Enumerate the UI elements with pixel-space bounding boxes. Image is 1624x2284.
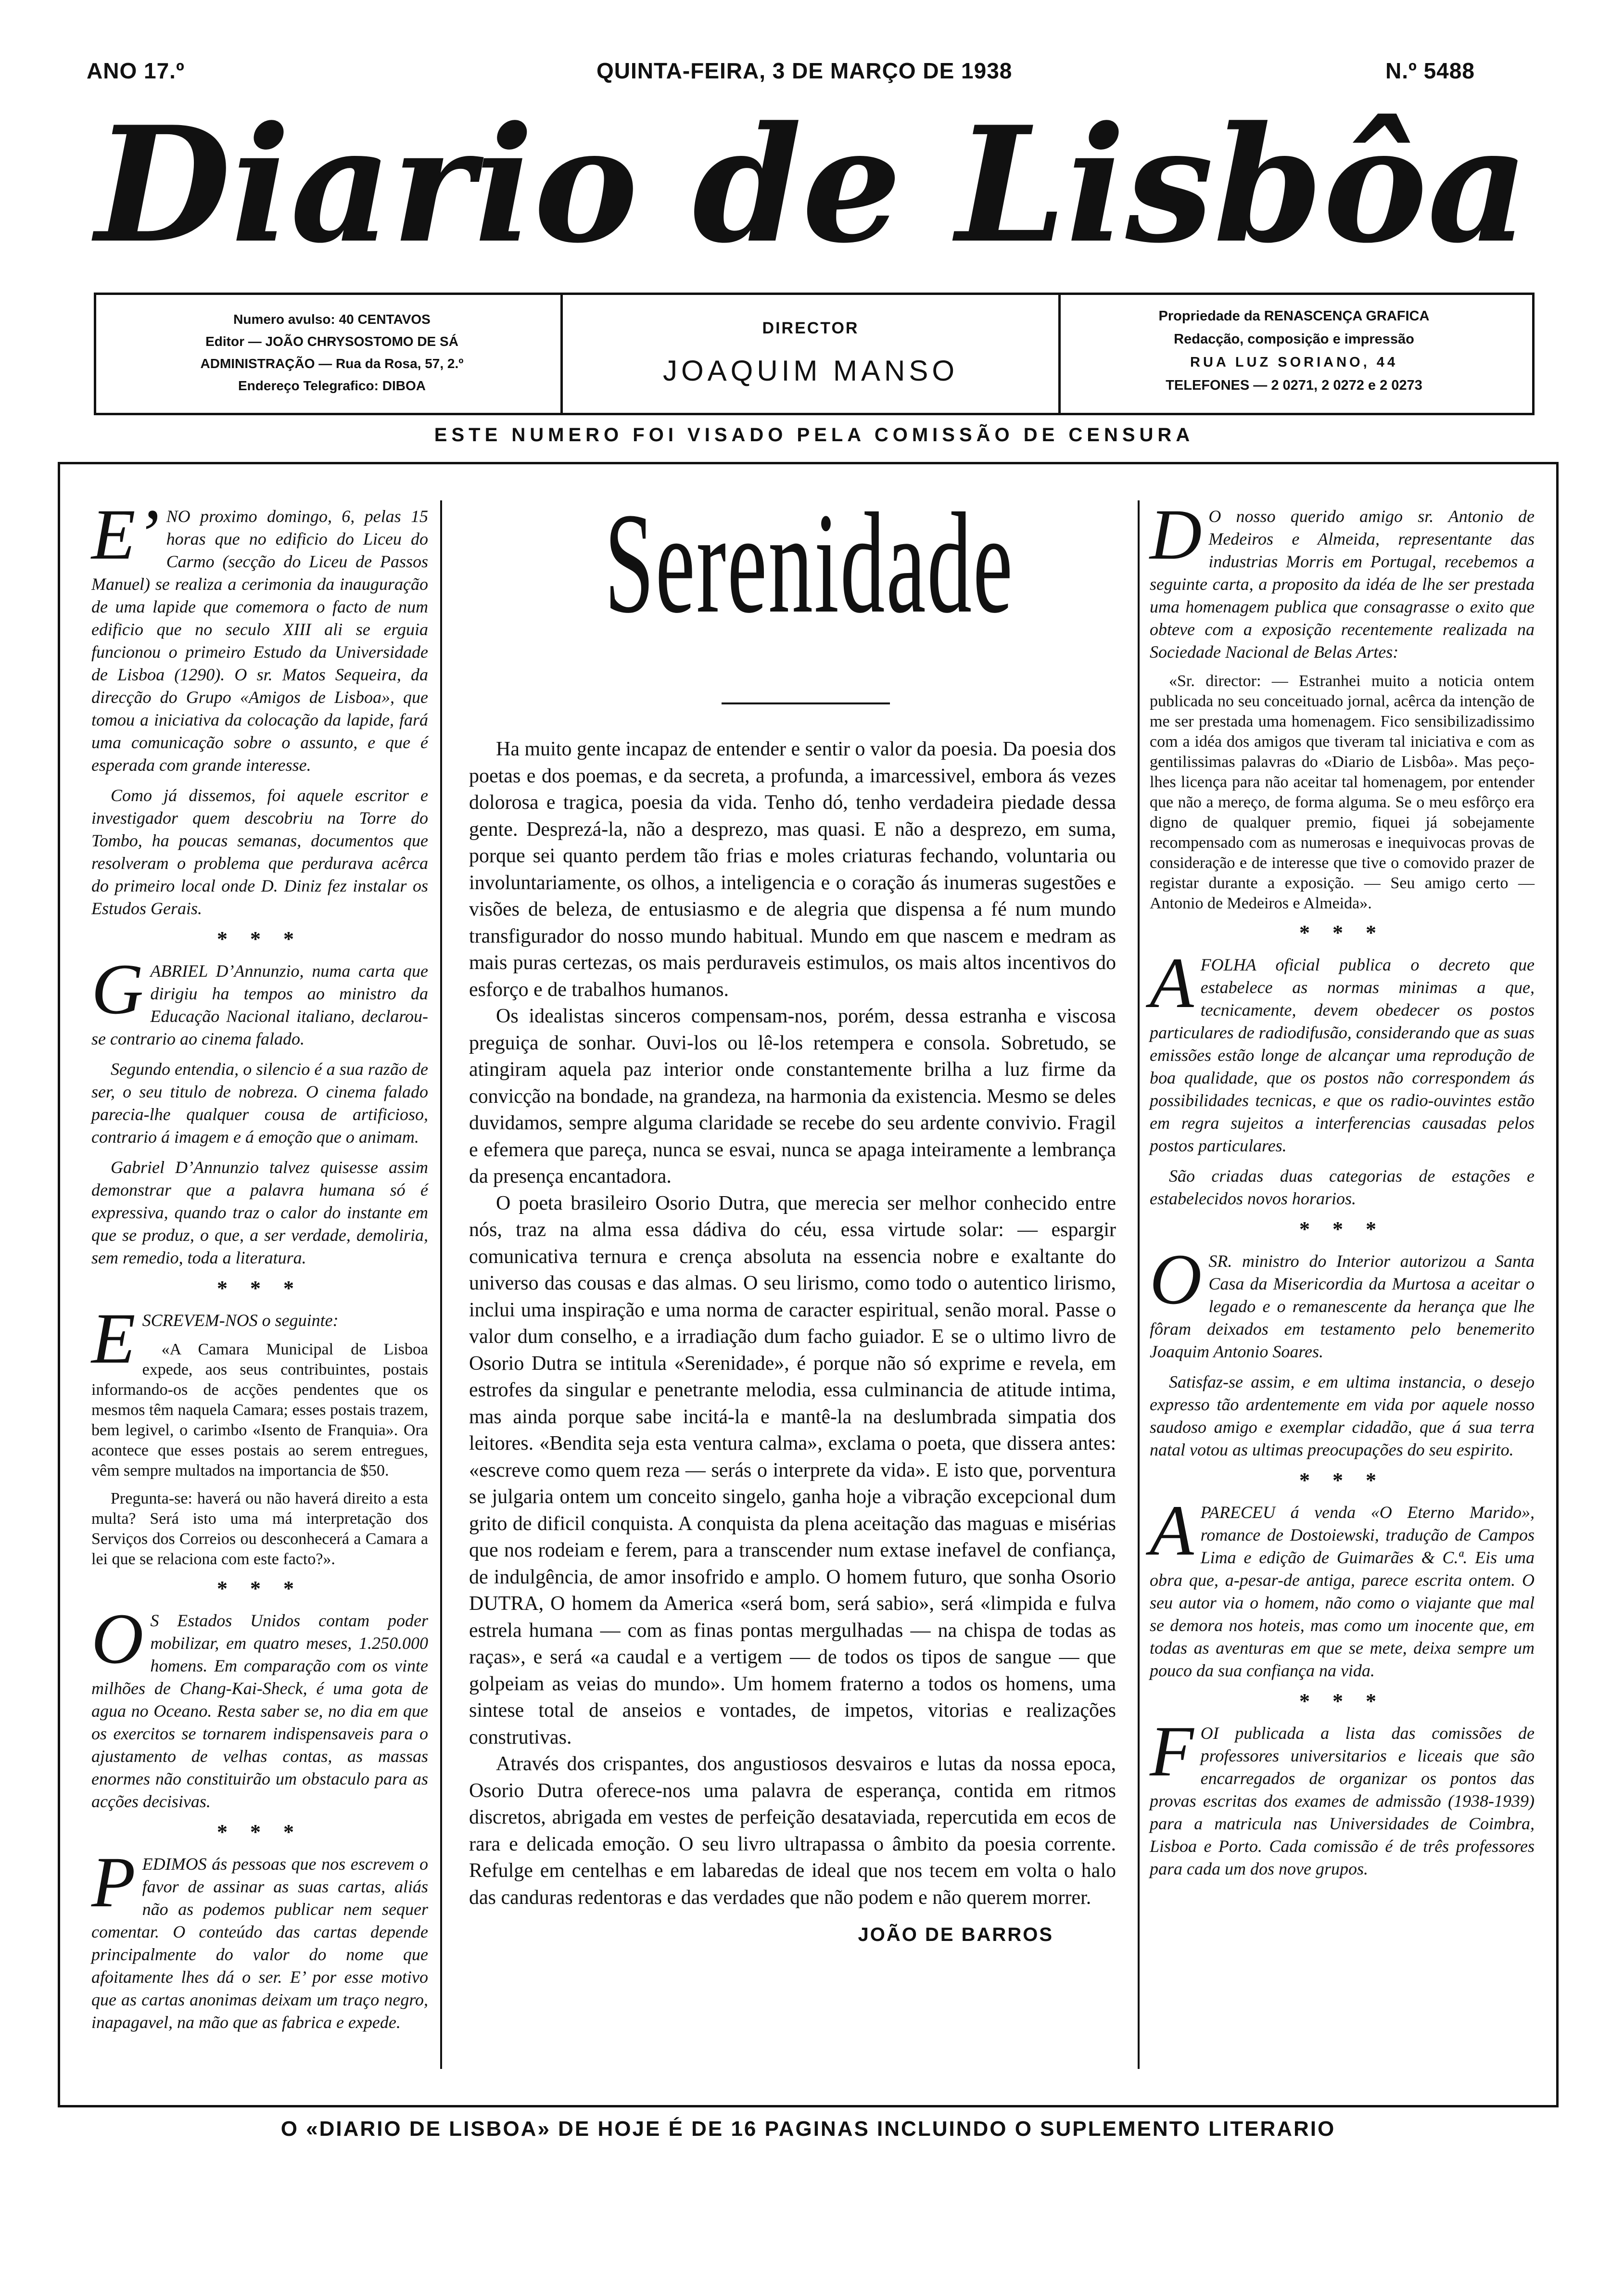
- volume-year: ANO 17.º: [87, 58, 185, 83]
- info-publisher-right: [1066, 305, 1522, 397]
- letter-text: «A Camara Municipal de Lisboa expede, aos seus contribuintes, postais informando-os de acções pendentes que os mesmos têm naquela Camara; esses postais trazem, bem legivel, o carimbo «Isento de Franquia». Ora acontece que esses postais ao serem entregues, vêm sempre multados na importancia de $50.: [91, 1340, 428, 1480]
- issue-number: N.º 5488: [1385, 58, 1475, 83]
- news-item: Gabriel D’Annunzio talvez quisesse assim demonstrar que a palavra humana só é expressiva, quando traz o calor do instante em que se produz, o que, a ser verdade, demoliria, sem remedio, toda a literatura.: [91, 1158, 428, 1267]
- masthead-title: Diario de Lisbôa: [90, 91, 1529, 278]
- article-paragraph: Os idealistas sinceros compensam-nos, porém, dessa estranha e viscosa preguiça de sonhar. Ouvi-los ou lê-los retempera e consola. Sobretudo, se atingiram aquela paz interior onde constantemente brilha a luz firme da convicção na bondade, na grandeza, na harmonia da existencia. Mesmo se deles duvidamos, sempre alguma claridade se recebe do seu ardente convivio. Fragil e efemera que pareça, nunca se esvai, nunca se apaga inteiramente a lembrança da presença encantadora.: [469, 1005, 1116, 1187]
- news-item: OSR. ministro do Interior autorizou a Santa Casa da Misericordia da Murtosa a aceitar o legado e o remanescente da herança que lhe fôram deixados em testamento pelo benemerito Joaquim Antonio Soares.: [1150, 1239, 1535, 1361]
- headline-rule: [722, 702, 890, 704]
- separator: * * *: [1299, 1217, 1385, 1241]
- info-director: [568, 319, 1053, 387]
- info-publisher-left: [115, 308, 548, 397]
- director-name: JOAQUIM MANSO: [662, 355, 959, 387]
- right-column: [1150, 495, 1535, 1888]
- info-divider: [1058, 295, 1061, 413]
- left-column: [91, 495, 428, 2042]
- news-item: GABRIEL D’Annunzio, numa carta que dirigiu ha tempos ao ministro da Educação Nacional italiano, declarou-se contrario ao cinema falado.: [91, 949, 428, 1048]
- author-byline: JOÃO DE BARROS: [858, 1924, 1053, 1945]
- news-item: São criadas duas categorias de estações e estabelecidos novos horarios.: [1150, 1166, 1535, 1208]
- info-divider: [560, 295, 563, 413]
- article-paragraph: Através dos crispantes, dos angustiosos desvairos e lutas da nossa epoca, Osorio Dutra oferece-nos uma palavra de esperança, contida em ritmos discretos, abrigada em vestes de perfeição desataviada, repercutida em ecos de rara e delicada emoção. O seu livro ultrapassa o âmbito da poesia corrente. Refulge em centelhas e em labaredas de ideal que nos tecem em volta o halo das canduras redentoras e das verdades que não podem e não querem morrer.: [469, 1753, 1116, 1909]
- separator: * * *: [1299, 1468, 1385, 1492]
- page-footer-notice: O «DIARIO DE LISBOA» DE HOJE É DE 16 PAGINAS INCLUINDO O SUPLEMENTO LITERARIO: [280, 2117, 1336, 2141]
- news-item: PEDIMOS ás pessoas que nos escrevem o favor de assinar as suas cartas, aliás não as podemos publicar nem sequer comentar. O conteúdo das cartas depende principalmente do valor do nome que afoitamente lhes dá o ser. E’ por esse motivo que as cartas anonimas deixam um traço negro, inapagavel, na mão que as fabrica e expede.: [91, 1842, 428, 2032]
- column-rule: [440, 500, 442, 2069]
- price-line: Numero avulso: 40 CENTAVOS: [233, 312, 431, 327]
- column-rule: [1138, 500, 1140, 2069]
- owner-line: Propriedade da RENASCENÇA GRAFICA: [1158, 308, 1430, 324]
- editorial-line: Redacção, composição e impressão: [1174, 332, 1414, 347]
- separator: * * *: [217, 1577, 303, 1600]
- news-item: FOI publicada a lista das comissões de professores universitarios e liceais que são encarregados de organizar os pontos das provas escritas dos exames de admissão (1938-1939) para a matricula nas Universidades de Coimbra, Lisboa e Porto. Cada comissão é de três professores para cada um dos nove grupos.: [1150, 1711, 1535, 1878]
- article-paragraph: Ha muito gente incapaz de entender e sentir o valor da poesia. Da poesia dos poetas e dos poemas, e da secreta, a profunda, a imarcessivel, embora ás vezes dolorosa e tragica, poesia da vida. Tenho dó, tenho verdadeira piedade dessa gente. Desprezá-la, não a desprezo, mas quasi. E não a desprezo, em suma, porque sei quanto perdem tão frias e moles criaturas fechando, voluntaria ou involuntariamente, os olhos, a inteligencia e o coração ás inumeras sugestões e visões de beleza, de entusiasmo e de alegria que dispensa a fé num mundo transfigurador do nosso mundo habitual. Mundo em que nascem e medram as mais puras certezas, os mais perduraveis estimulos, os mais altos incentivos do esforço e de trabalhos humanos.: [469, 738, 1116, 1001]
- administration-line: ADMINISTRAÇÃO — Rua da Rosa, 57, 2.º: [200, 356, 464, 371]
- main-article: [469, 736, 1116, 1949]
- letter-text: «Sr. director: — Estranhei muito a noticia ontem publicada no seu conceituado jornal, acêrca da intenção de me ser prestada uma homenagem. Fico sensibilizadissimo com a idéa dos amigos que tiveram tal iniciativa e com as gentilissimas palavras do «Diario de Lisbôa». Mas peço-lhes licença para não aceitar tal homenagem, por entender que não a mereço, de forma alguma. Se o meu esfôrço era digno de qualquer premio, fiquei já sobejamente recompensado com as numerosas e inequivocas provas de consideração e de interesse que tive o comovido prazer de registar durante a exposição. — Seu amigo certo — Antonio de Medeiros e Almeida».: [1150, 672, 1535, 912]
- news-item: Como já dissemos, foi aquele escritor e investigador quem descobriu na Torre do Tombo, ha poucas semanas, documentos que resolveram o problema que perdurava acêrca do primeiro local onde D. Diniz fez instalar os Estudos Gerais.: [91, 786, 428, 918]
- news-item: OS Estados Unidos contam poder mobilizar, em quatro meses, 1.250.000 homens. Em comparação com os vinte milhões de Chang-Kai-Sheck, é uma gota de agua no Oceano. Resta saber se, no dia em que os exercitos se tornarem indispensaveis para o ajustamento de velhas contas, as massas enormes não constituirão um obstaculo para as acções decisivas.: [91, 1599, 428, 1811]
- separator: * * *: [217, 1276, 303, 1300]
- address-line: RUA LUZ SORIANO, 44: [1190, 355, 1398, 370]
- telegraph-line: Endereço Telegrafico: DIBOA: [238, 378, 426, 393]
- separator: * * *: [1299, 921, 1385, 944]
- phones-line: TELEFONES — 2 0271, 2 0272 e 2 0273: [1166, 378, 1422, 393]
- news-item: APARECEU á venda «O Eterno Marido», romance de Dostoiewski, tradução de Campos Lima e edição de Guimarães & C.ª. Eis uma obra que, a-pesar-de antiga, parece escrita ontem. O seu autor via o homem, não como o viajante que mal se demora nos hoteis, mas como um inocente que, em todas as aventuras em que se mete, deixa sempre um pouco da sua confiança na vida.: [1150, 1491, 1535, 1680]
- news-item: DO nosso querido amigo sr. Antonio de Medeiros e Almeida, representante das industrias Morris em Portugal, recebemos a seguinte carta, a proposito da idéa de lhe ser prestada uma homenagem publica que consagrasse o exito que obteve com a exposição recentemente realizada na Sociedade Nacional de Belas Artes:: [1150, 495, 1535, 662]
- censorship-notice: ESTE NUMERO FOI VISADO PELA COMISSÃO DE CENSURA: [434, 424, 1194, 446]
- letter-text: Pregunta-se: haverá ou não haverá direito a esta multa? Será isto uma má interpretação dos Serviços dos Correios ou desconhecerá a Camara a lei que se relaciona com este facto?».: [91, 1490, 428, 1568]
- issue-date: QUINTA-FEIRA, 3 DE MARÇO DE 1938: [596, 58, 1013, 83]
- info-box: [94, 293, 1535, 415]
- news-item: AFOLHA oficial publica o decreto que estabelece as normas minimas a que, tecnicamente, devem obedecer os postos particulares de radiodifusão, considerando que as suas emissões estão longe de alcançar uma reprodução de boa qualidade, que os postos não correspondem ás possibilidades tecnicas, e que os radio-ouvintes estão em regra sujeitos a interferencias causadas pelos postos particulares.: [1150, 943, 1535, 1155]
- news-item: Satisfaz-se assim, e em ultima instancia, o desejo expresso tão ardentemente em vida por aquele nosso saudoso amigo e exemplar cidadão, que á sua terra natal votou as ultimas preocupações do seu espirito.: [1150, 1372, 1535, 1459]
- separator: * * *: [217, 1820, 303, 1844]
- editor-line: Editor — JOÃO CHRYSOSTOMO DE SÁ: [205, 334, 458, 349]
- masthead-logo: [72, 82, 1552, 284]
- separator: * * *: [217, 927, 303, 951]
- headline: Serenidade: [604, 483, 1014, 643]
- news-item: ESCREVEM-NOS o seguinte:: [91, 1299, 339, 1378]
- director-label: DIRECTOR: [762, 319, 859, 337]
- separator: * * *: [1299, 1689, 1385, 1713]
- article-paragraph: O poeta brasileiro Osorio Dutra, que merecia ser melhor conhecido entre nós, traz na alma essa dádiva do céu, essa virtude solar: — espargir comunicativa ternura e crença absoluta na essencia nobre e exaltante do universo das cousas e das almas. O seu lirismo, como todo o autentico lirismo, inclui uma inspiração e uma norma de caracter espiritual, senão moral. Passe o valor dum conselho, e a irradiação dum facho guiador. E se o ultimo livro de Osorio Dutra se intitula «Serenidade», é porque não só exprime e revela, em estrofes da singular e penetrante melodia, essa culminancia de atitude intima, mas ainda porque sabe incitá-la e mantê-la na deslumbrada simpatia dos leitores. «Bendita seja esta ventura calma», exclama o poeta, que dissera antes: «escreve como quem reza — serás o interprete da vida». E isto que, porventura se julgaria ontem um conceito singelo, ganha hoje a vibração excepcional dum grito de dificil conquista. A conquista da plena aceitação das maguas e misérias que nos rodeiam e ferem, para a transcender num extase inefavel de confiança, de indulgência, de amor insofrido e amplo. O homem futuro, que sonha Osorio DUTRA, O homem da America «será bom, será sabio», será «limpida e fulva estrela humana — com as finas pontas mergulhadas — na chispa de todas as raças», e será «a caudal e a vertigem — de todos os tipos de sangue — que golpeiam as veias do mundo». Um homem fraterno a todos os homens, uma sintese total de anseios e vontades, de impetos, vitorias e realizações construtivas.: [469, 1192, 1116, 1748]
- news-item: E’NO proximo domingo, 6, pelas 15 horas que no edificio do Liceu do Carmo (secção do Liceu de Passos Manuel) se realiza a cerimonia da inauguração de uma lapide que comemora o facto de num edificio que no seculo XIII ali se erguia funcionou o primeiro Estudo da Universidade de Lisboa (1290). O sr. Matos Sequeira, da direcção do Grupo «Amigos de Lisboa», que tomou a iniciativa da colocação da lapide, fará uma comunicação sobre o assunto, e que é esperada com grande interesse.: [91, 495, 428, 775]
- news-item: Segundo entendia, o silencio é a sua razão de ser, o seu titulo de nobreza. O cinema falado parecia-lhe qualquer cousa de artificioso, contrario á imagem e á emoção que o animam.: [91, 1059, 428, 1147]
